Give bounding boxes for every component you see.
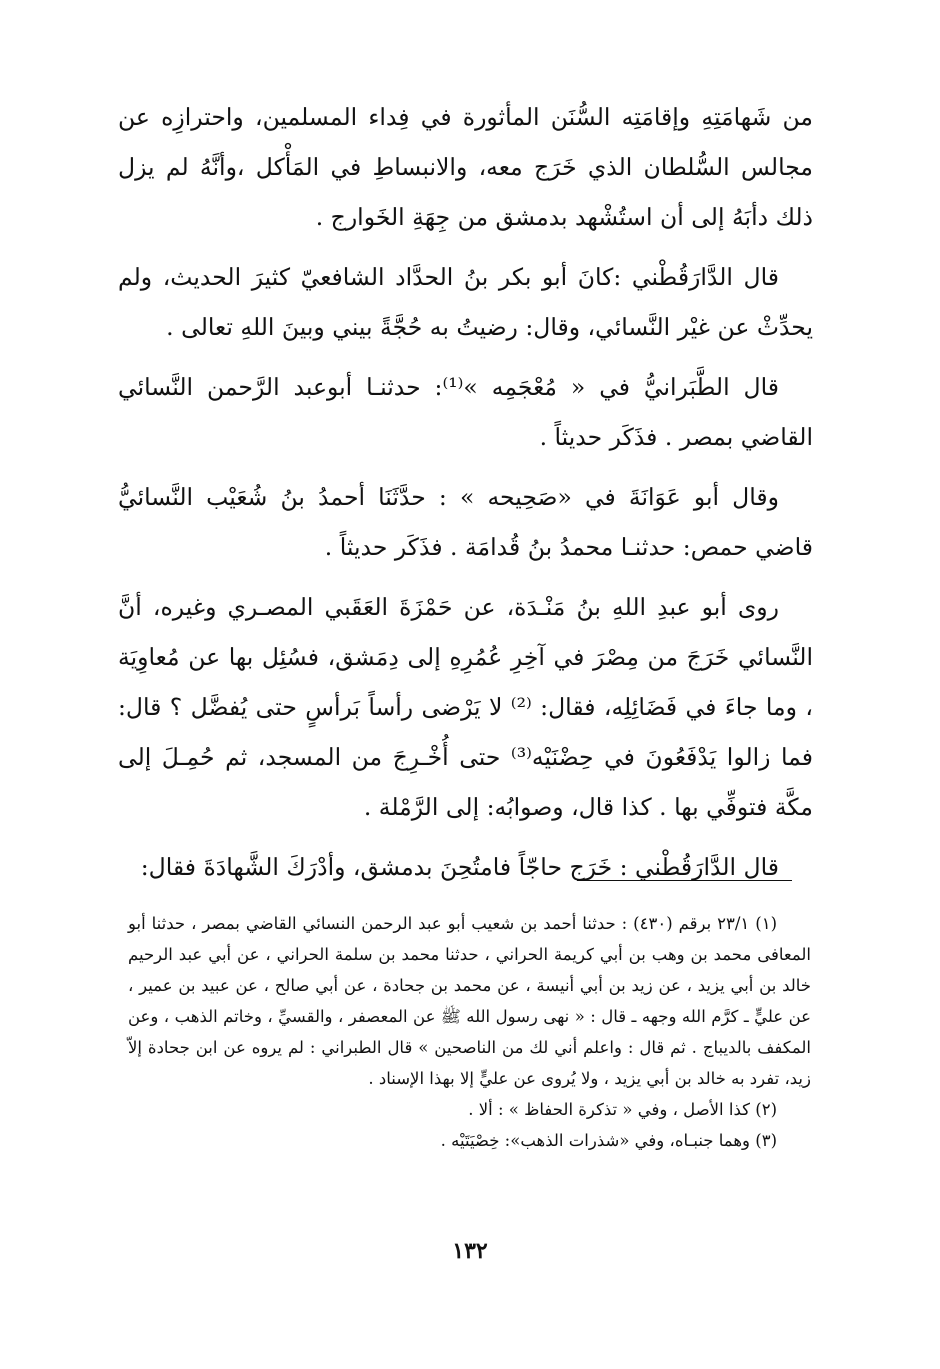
paragraph-3: قال الطَّبَرانيُّ في « مُعْجَمِه »⁽¹⁾: حدثنـا أبوعبد الرَّحمن النَّسائي القاضي بمصر . فذَكَر حديثاً . — [118, 373, 813, 451]
paragraph-5: روى أبو عبدِ اللهِ بنُ مَنْـدَة، عن حَمْزَةَ العَقَبي المصـري وغيره، أنَّ النَّسائي خَرَجَ من مِصْرَ في آخِرِ عُمُرِهِ إلى دِمَشق، فسُئِل بها عن مُعاوِيَة ، وما جاءَ في فَضَائِلِه، فقال: ⁽²⁾ لا يَرْضى رأساً بَرأسٍ حتى يُفضَّل ؟ قال: فما زالوا يَدْفَعُونَ في حِضْنَيْه⁽³⁾ حتى أُخْـرِجَ من المسجد، ثم حُمِـلَ إلى مكَّة فتوفِّي بها . كذا قال، وصوابُه: إلى الرَّمْلة . — [118, 593, 813, 821]
paragraph-2: قال الدَّارَقُطْني :كانَ أبو بكر بنُ الحدَّاد الشافعيّ كثيرَ الحديث، ولم يحدِّثْ عن غيْر النَّسائي، وقال: رضيتُ به حُجَّةً بيني وبينَ اللهِ تعالى . — [118, 263, 813, 341]
main-text-block — [118, 92, 813, 902]
paragraph-1: من شَهامَتِهِ وإقامَتِه السُّنَن المأثورة في فِداء المسلمين، واحترازِه عن مجالس السُّلطان الذي خَرَج معه، والانبساطِ في المَأْكل ،وأنَّهُ لم يزل ذلك دأبَهُ إلى أن استُشْهد بدمشق من جِهَةِ الخَوارج . — [118, 103, 813, 231]
footnote-2: (٢) كذا الأصل ، وفي « تذكرة الحفاظ » : ألا . — [468, 1100, 777, 1119]
footnote-separator — [577, 880, 792, 881]
page-number: ١٣٢ — [452, 1238, 488, 1264]
paragraph-4: وقال أبو عَوَانَةَ في «صَحِيحه » : حدَّثَنَا أحمدُ بنُ شُعَيْب النَّسائيُّ قاضي حمص: حدثنـا محمدُ بنُ قُدامَة . فذَكَر حديثاً . — [118, 483, 813, 561]
footnote-1: (١) ٢٣/١ برقم (٤٣٠) : حدثنا أحمد بن شعيب أبو عبد الرحمن النسائي القاضي بمصر ، حدثنا أبو المعافى محمد بن وهب بن أبي كريمة الحراني ، حدثنا محمد بن سلمة الحراني ، عن أبي عبد الرحيم خالد بن أبي يزيد ، عن زيد بن أبي أنيسة ، عن محمد بن جحادة ، عن أبي صالح ، عن عبيد بن عمير ، عن عليٍّ ـ كرَّم الله وجهه ـ قال : « نهى رسول الله ﷺ عن المعصفر ، والقسيِّ ، وخاتم الذهب ، وعن المكفف بالديباج . ثم قال : واعلم أني لك من الناصحين » قال الطبراني : لم يروه عن ابن جحادة إلاّ زيد، تفرد به خالد بن أبي يزيد ، ولا يُروى عن عليٍّ إلا بهذا الإسناد . — [128, 914, 811, 1088]
paragraph-6: قال الدَّارَقُطْني : خَرَج حاجّاً فامتُحِنَ بدمشق، وأدْرَكَ الشَّهادَةَ فقال: — [140, 853, 779, 881]
footnote-3: (٣) وهما جنبـاه، وفي «شذرات الذهب»: خِصْيَتَيْه . — [440, 1131, 777, 1150]
footnotes-block — [128, 908, 811, 1156]
